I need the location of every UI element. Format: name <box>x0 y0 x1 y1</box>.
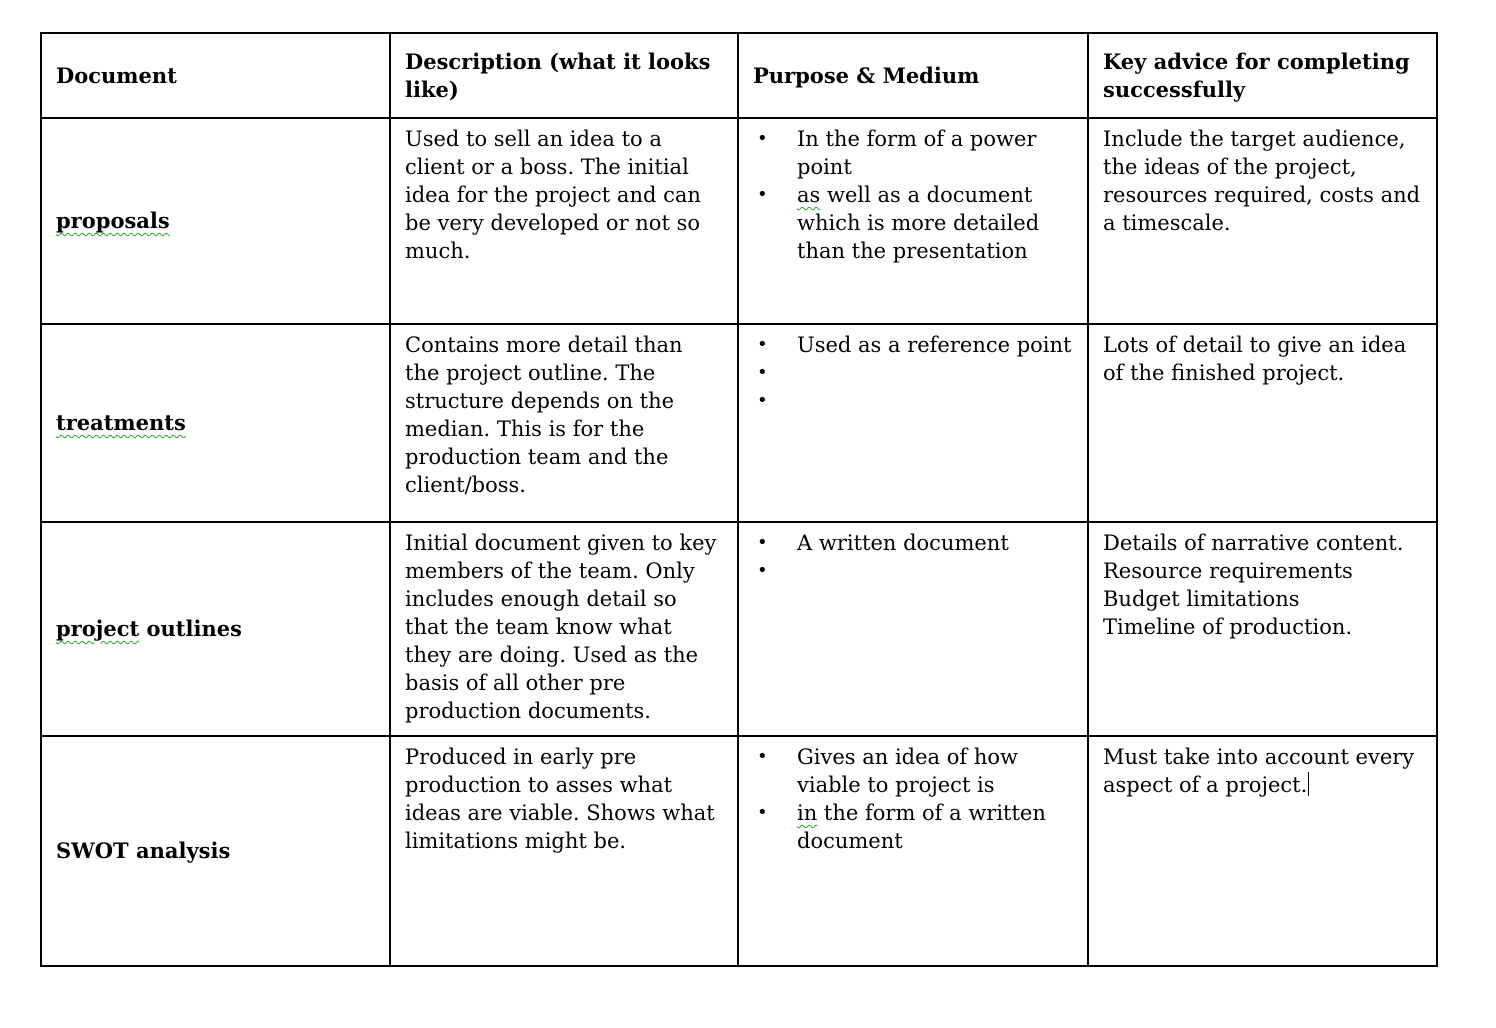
header-description[interactable]: Description (what it looks like) <box>390 33 738 118</box>
list-item: • A written document <box>791 529 1073 557</box>
list-item <box>791 799 1073 855</box>
document-name: proposals <box>56 208 170 233</box>
table-header-row <box>41 33 1437 118</box>
cell-description[interactable]: Used to sell an idea to a client or a boss. The initial idea for the project and can be very developed or not so much. <box>390 118 738 324</box>
document-table <box>40 32 1438 967</box>
cell-description[interactable]: Initial document given to key members of the team. Only includes enough detail so that the team know what they are doing. Used as the basis of all other pre production documents. <box>390 522 738 736</box>
purpose-list <box>753 743 1073 855</box>
table-row <box>41 324 1437 522</box>
cell-purpose[interactable] <box>738 522 1088 736</box>
advice-line: Resource requirements <box>1103 559 1353 583</box>
table-row <box>41 522 1437 736</box>
cell-purpose[interactable] <box>738 736 1088 966</box>
cell-advice[interactable]: Include the target audience, the ideas of the project, resources required, costs and a timescale. <box>1088 118 1437 324</box>
cell-purpose[interactable] <box>738 118 1088 324</box>
list-item <box>791 387 1073 415</box>
header-purpose[interactable]: Purpose & Medium <box>738 33 1088 118</box>
cell-description[interactable]: Contains more detail than the project outline. The structure depends on the median. This is for the production team and the client/boss. <box>390 324 738 522</box>
list-item: • In the form of a power point <box>791 125 1073 181</box>
cell-document[interactable] <box>41 736 390 966</box>
table-row <box>41 736 1437 966</box>
cell-advice[interactable]: Lots of detail to give an idea of the finished project. <box>1088 324 1437 522</box>
document-name: SWOT analysis <box>56 838 231 863</box>
table-row <box>41 118 1437 324</box>
list-item-text: the form of a written document <box>797 801 1046 853</box>
advice-line: Budget limitations <box>1103 587 1300 611</box>
header-advice[interactable]: Key advice for completing successfully <box>1088 33 1437 118</box>
header-document[interactable]: Document <box>41 33 390 118</box>
list-item: • Gives an idea of how viable to project is <box>791 743 1073 799</box>
cell-document[interactable] <box>41 118 390 324</box>
document-name: outlines <box>139 616 242 641</box>
document-name: treatments <box>56 410 186 435</box>
purpose-list <box>753 331 1073 415</box>
list-item: • Used as a reference point <box>791 331 1073 359</box>
spell-flagged-word: as <box>797 183 821 207</box>
list-item <box>791 181 1073 265</box>
advice-line: Timeline of production. <box>1103 615 1353 639</box>
cell-purpose[interactable] <box>738 324 1088 522</box>
cell-document[interactable] <box>41 522 390 736</box>
spell-flagged-word: in <box>797 801 818 825</box>
spell-flagged-word: project <box>56 616 140 641</box>
list-item <box>791 557 1073 585</box>
text-cursor <box>1308 772 1309 796</box>
cell-document[interactable] <box>41 324 390 522</box>
cell-advice[interactable] <box>1088 522 1437 736</box>
advice-text: Must take into account every aspect of a project. <box>1103 745 1415 797</box>
purpose-list <box>753 125 1073 265</box>
list-item <box>791 359 1073 387</box>
cell-advice[interactable] <box>1088 736 1437 966</box>
list-item-text: well as a document which is more detailed than the presentation <box>797 183 1040 263</box>
purpose-list <box>753 529 1073 585</box>
cell-description[interactable]: Produced in early pre production to asses what ideas are viable. Shows what limitations might be. <box>390 736 738 966</box>
advice-line: Details of narrative content. <box>1103 531 1404 555</box>
